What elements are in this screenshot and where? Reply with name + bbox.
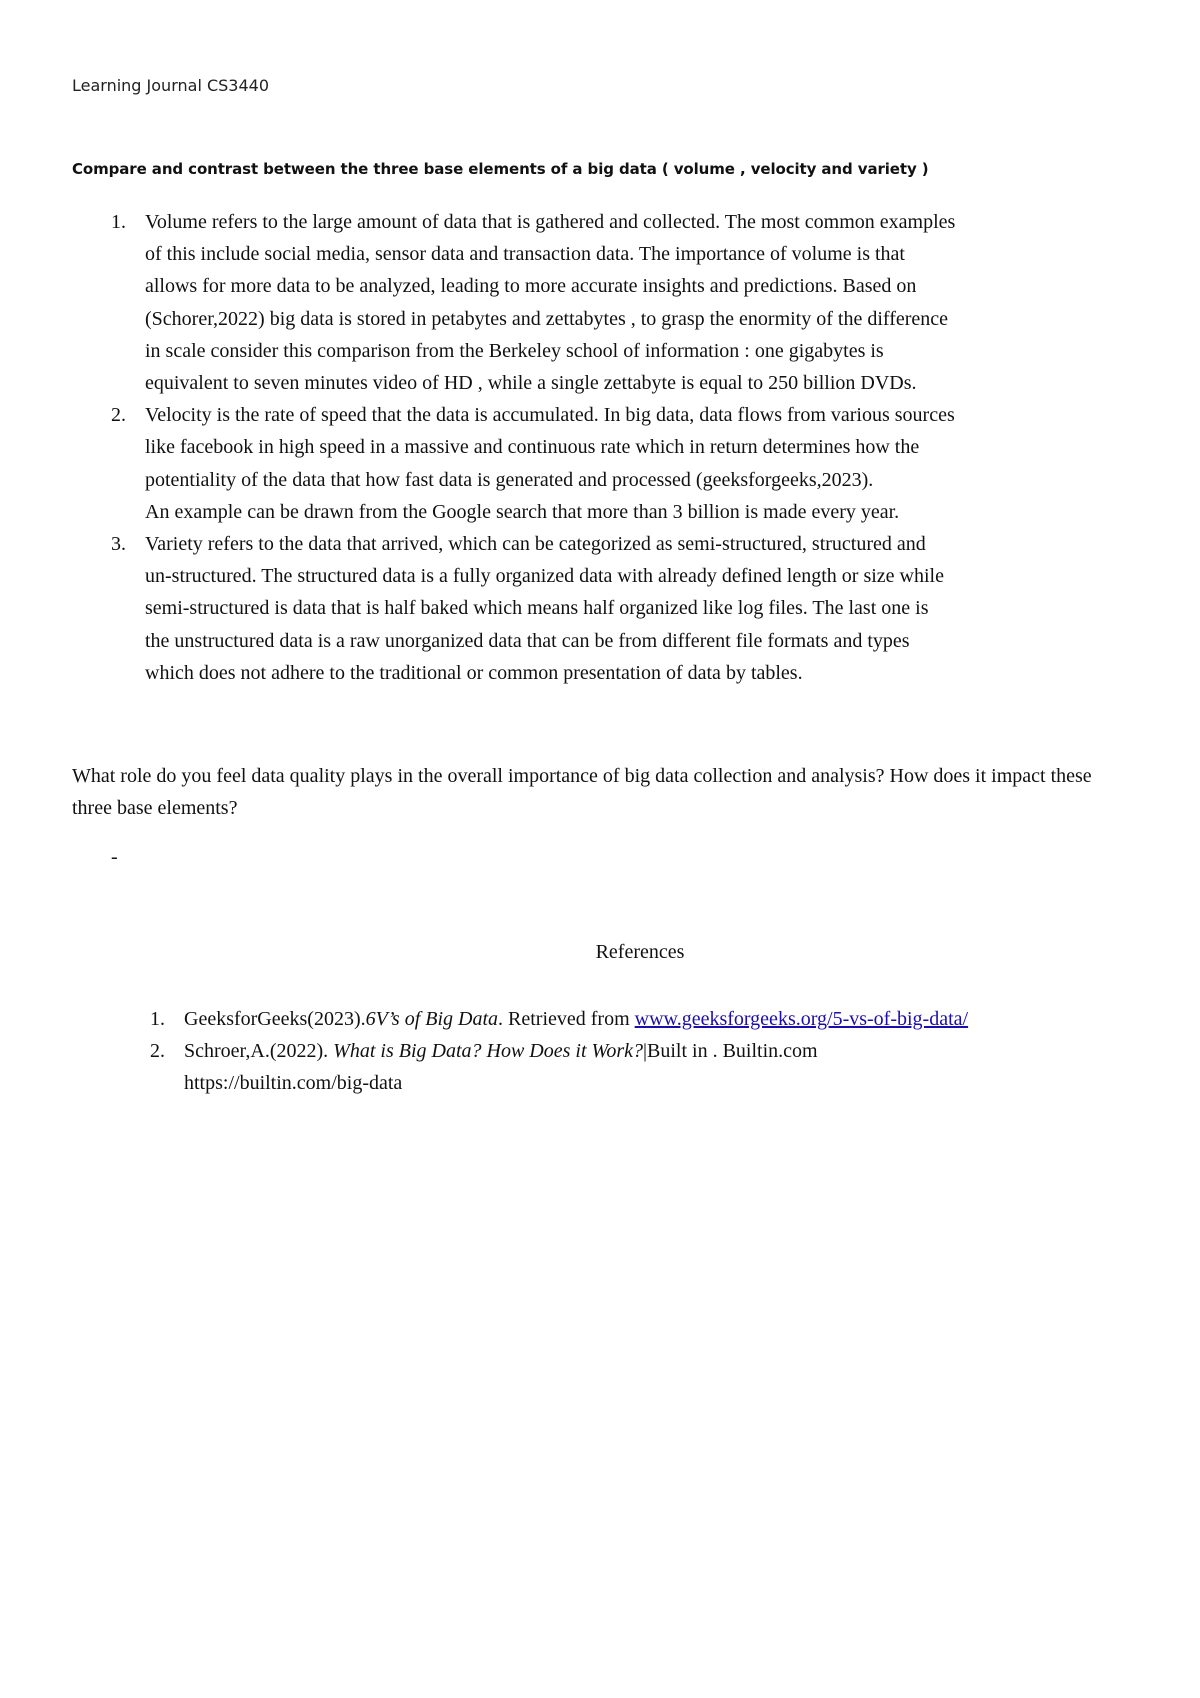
answer-list	[0, 206, 1200, 689]
answer-line: which does not adhere to the traditional or common presentation of data by tables.	[145, 661, 803, 684]
answer-item-variety	[0, 528, 1135, 689]
answer-line: in scale consider this comparison from the Berkeley school of information : one gigabytes is	[145, 339, 884, 362]
answer-line: un-structured. The structured data is a fully organized data with already defined length or size while	[145, 565, 944, 588]
answer-item-volume	[0, 206, 1135, 399]
question-two: What role do you feel data quality plays in the overall importance of big data collection and analysis? How does it impact these three base elements?	[72, 765, 1092, 819]
answer-placeholder-dash: -	[111, 846, 118, 868]
references-heading: References	[595, 941, 685, 963]
reference-publisher: |Built in . Builtin.com	[643, 1040, 818, 1062]
answer-line: the unstructured data is a raw unorganized data that can be from different file formats and types	[145, 629, 910, 652]
reference-link[interactable]: www.geeksforgeeks.org/5-vs-of-big-data/	[634, 1008, 969, 1030]
reference-author-date: GeeksforGeeks(2023).	[184, 1008, 366, 1030]
reference-retrieved-text: . Retrieved from	[498, 1008, 635, 1030]
list-number: 1.	[111, 211, 126, 233]
answer-item-velocity	[0, 399, 1135, 528]
answer-line: of this include social media, sensor data and transaction data. The importance of volume is that	[145, 243, 905, 266]
reference-author-date: Schroer,A.(2022).	[184, 1040, 334, 1062]
reference-title: 6V’s of Big Data	[365, 1008, 499, 1030]
reference-item	[0, 1035, 1104, 1099]
list-number: 3.	[111, 533, 126, 556]
reference-list	[0, 1003, 1200, 1099]
answer-line: semi-structured is data that is half baked which means half organized like log files. The last one is	[145, 597, 929, 620]
list-number: 2.	[111, 404, 126, 427]
reference-url: https://builtin.com/big-data	[184, 1072, 403, 1094]
question-heading: Compare and contrast between the three base elements of a big data ( volume , velocity and variety )	[72, 160, 929, 178]
reference-number: 2.	[150, 1040, 165, 1062]
answer-line: Volume refers to the large amount of data that is gathered and collected. The most common examples	[145, 211, 956, 233]
reference-number: 1.	[150, 1008, 165, 1030]
reference-item	[0, 1003, 1104, 1035]
journal-title: Learning Journal CS3440	[72, 76, 270, 95]
answer-line: Velocity is the rate of speed that the data is accumulated. In big data, data flows from various sources	[145, 404, 955, 427]
answer-line: allows for more data to be analyzed, leading to more accurate insights and predictions. Based on	[145, 275, 917, 298]
answer-line: equivalent to seven minutes video of HD , while a single zettabyte is equal to 250 billion DVDs.	[145, 372, 917, 395]
answer-line: potentiality of the data that how fast data is generated and processed (geeksforgeeks,2023).	[145, 468, 874, 491]
answer-line: (Schorer,2022) big data is stored in petabytes and zettabytes , to grasp the enormity of the difference	[145, 307, 949, 330]
reference-title: What is Big Data? How Does it Work?	[333, 1040, 643, 1062]
answer-line: An example can be drawn from the Google search that more than 3 billion is made every year.	[145, 500, 900, 523]
answer-line: Variety refers to the data that arrived, which can be categorized as semi-structured, structured and	[145, 533, 926, 556]
answer-line: like facebook in high speed in a massive and continuous rate which in return determines how the	[145, 436, 920, 459]
